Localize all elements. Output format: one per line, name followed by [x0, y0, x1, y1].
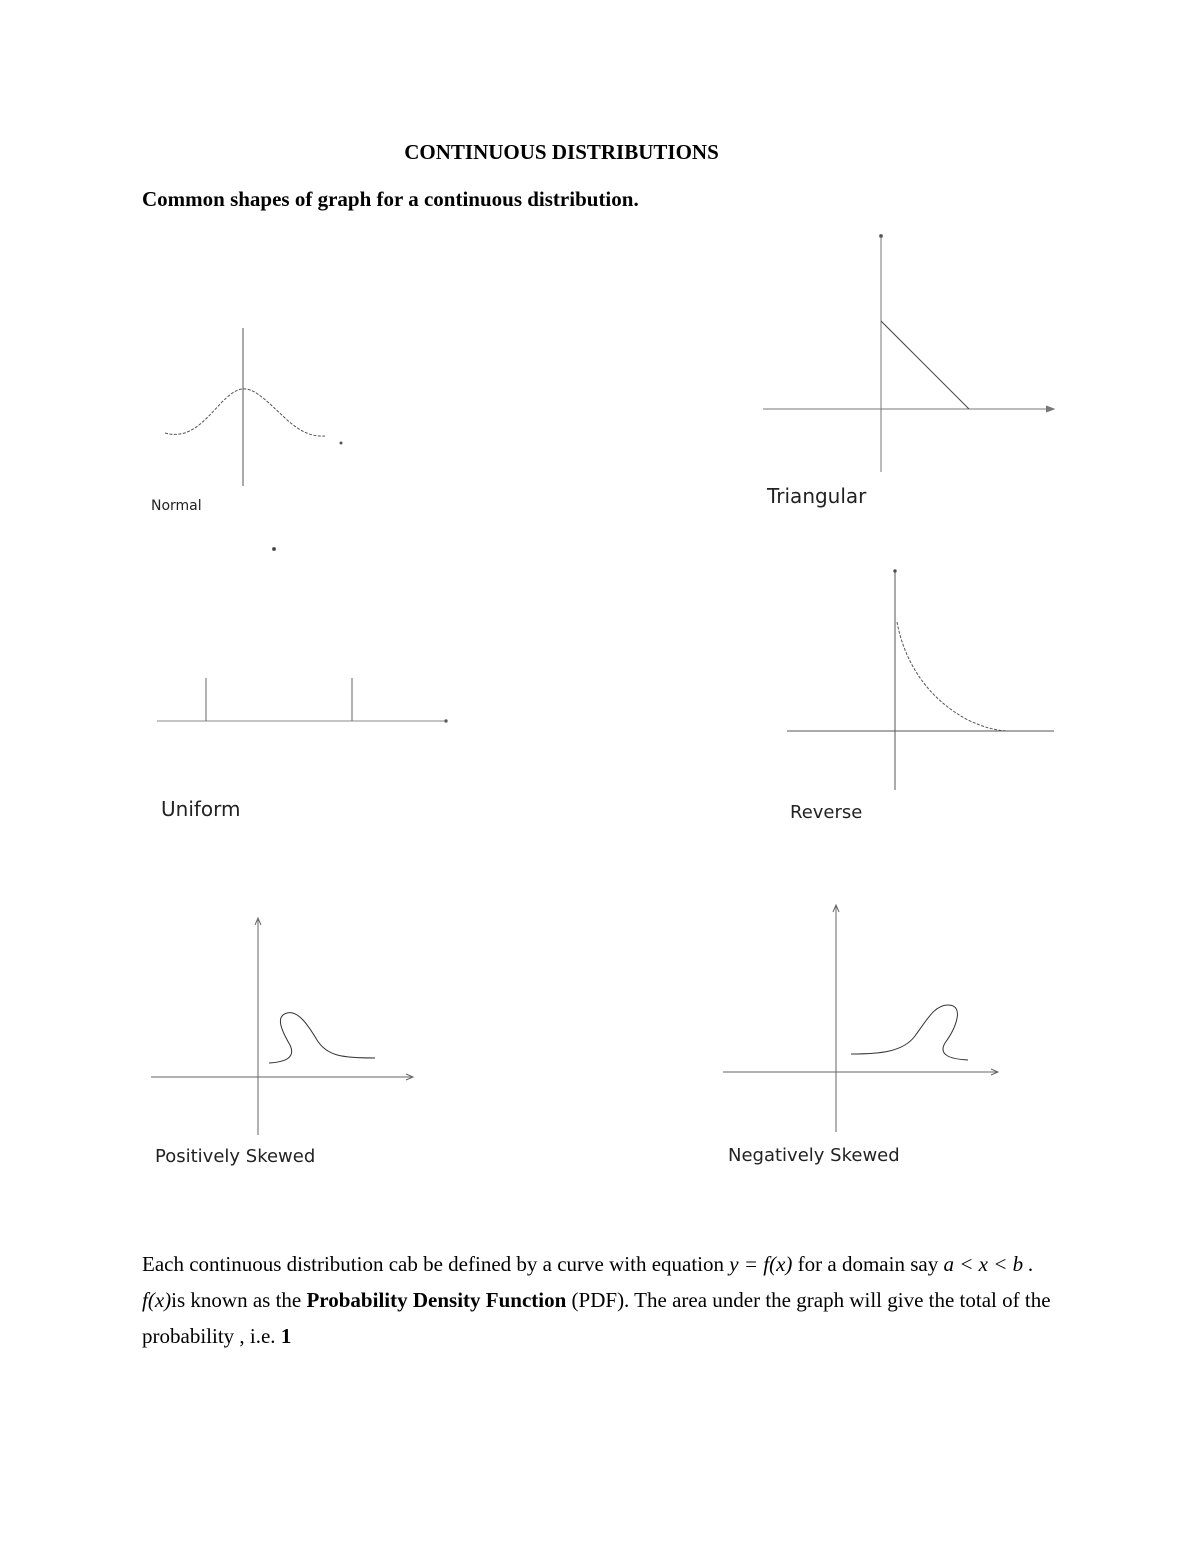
page-title: CONTINUOUS DISTRIBUTIONS: [404, 140, 719, 164]
pdf-symbol: f(x): [142, 1288, 172, 1312]
paragraph-text-2: for a domain say: [797, 1252, 939, 1276]
paragraph-text-1: Each continuous distribution cab be defined by a curve with equation: [142, 1252, 725, 1276]
normal-graph: [165, 328, 342, 486]
normal-curve: [165, 389, 325, 436]
paragraph-text-4: (PDF). The area under the graph will give the total of the probability , i.e.: [142, 1288, 1051, 1348]
negatively-skewed-graph: [723, 905, 998, 1132]
reverse-graph: [787, 570, 1054, 790]
triangular-label: Triangular: [767, 484, 867, 508]
total-probability-value: 1: [280, 1324, 292, 1348]
reverse-label: Reverse: [790, 802, 863, 823]
negatively-skewed-label: Negatively Skewed: [728, 1145, 900, 1166]
neg-curve: [851, 1005, 968, 1060]
domain-inequality: a < x < b .: [943, 1252, 1034, 1276]
uniform-graph: [157, 548, 447, 723]
pdf-term: Probability Density Function: [306, 1288, 567, 1312]
pos-curve: [269, 1013, 375, 1063]
triangular-graph: [763, 235, 1054, 473]
paragraph-text-3: is known as the: [171, 1288, 302, 1312]
normal-label: Normal: [151, 498, 202, 514]
triangular-density-line: [881, 321, 969, 409]
definition-paragraph: [142, 1246, 1072, 1354]
uniform-label: Uniform: [161, 797, 241, 821]
page-subtitle: Common shapes of graph for a continuous distribution.: [142, 187, 639, 211]
positively-skewed-label: Positively Skewed: [155, 1146, 316, 1167]
reverse-curve: [897, 622, 1010, 731]
positively-skewed-graph: [151, 918, 413, 1135]
equation-y-fx: y = f(x): [729, 1252, 793, 1276]
